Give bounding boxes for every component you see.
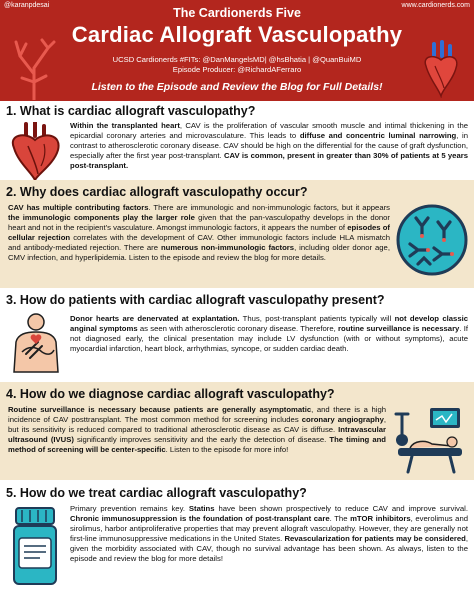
answer-4-segment: Intravascular ultrasound (IVUS): [8, 425, 386, 445]
heart-icon: [8, 122, 64, 182]
anatomical-heart-icon: [420, 40, 462, 98]
question-4: 4. How do we diagnose cardiac allograft vasculopathy?: [0, 385, 474, 402]
header-banner: [0, 0, 474, 101]
answer-3-segment: as seen with atherosclerotic coronary disease. Therefore,: [137, 324, 339, 334]
answer-3-segment: Thus, post-transplant patients typically will: [239, 314, 395, 323]
answer-2-segment: . There are immunologic and non-immunologic factors, but it appears: [148, 203, 390, 212]
answer-4: [8, 405, 386, 455]
answer-4-segment: Routine surveillance is necessary because patients are generally asymptomatic: [8, 405, 312, 414]
answer-1-segment: Within the transplanted heart: [70, 121, 180, 130]
answer-5-segment: mTOR inhibitors: [350, 514, 411, 524]
answer-2-segment: the immunologic components play the larger role: [8, 213, 195, 223]
answer-4-segment: , but its sensitivity is reduced compared to traditional atherosclerotic disease as CAV is diffuse.: [8, 415, 386, 435]
page-title: Cardiac Allograft Vasculopathy: [71, 22, 403, 47]
website-url: www.cardionerds.com: [401, 2, 470, 9]
call-to-action: Listen to the Episode and Review the Blog for Full Details!: [91, 81, 383, 93]
answer-1-segment: , in contrast to atherosclerotic coronary disease. CAV should be high on the differential for the cause of graft dysfunction, especially after the first year post-transplant.: [70, 131, 468, 161]
answer-4-segment: , and there is a high incidence of CAV posttransplant. The most common method for screening includes: [8, 405, 386, 425]
question-5: 5. How do we treat cardiac allograft vasculopathy?: [0, 483, 474, 502]
answer-5-segment: , given the morbidity associated with CAV, though no survival advantage has been shown. As always, listen to the episode and review the blog for more details!: [70, 534, 468, 564]
pill-bottle-icon: [10, 506, 60, 586]
answer-4-segment: . Listen to the episode for more info!: [165, 445, 289, 455]
answer-2-segment: correlates with the development of CAV. Other immunologic factors include HLA mismatch and antibody-mediated rejection. There are: [8, 233, 390, 253]
answer-3-segment: not develop classic anginal symptoms: [70, 314, 469, 334]
answer-1-segment: diffuse and concentric luminal narrowing: [299, 131, 457, 141]
twitter-handle: @karanpdesai: [4, 2, 50, 9]
antibody-icon: [396, 204, 468, 276]
credits: [0, 55, 474, 75]
answer-4-segment: The timing and method of screening will be center-specific: [8, 435, 386, 455]
answer-2-segment: CAV has multiple contributing factors: [8, 203, 149, 212]
answer-5-segment: Primary prevention remains key.: [70, 504, 189, 513]
answer-5-segment: have been shown prospectively to reduce CAV and improve survival.: [214, 504, 468, 513]
answer-1-segment: CAV is common, present in greater than 30% of patients at 5 years post-transplant.: [70, 151, 468, 171]
answer-2-segment: numerous non-immunologic factors: [160, 243, 295, 253]
answer-5-segment: . The: [329, 514, 351, 524]
answer-5-segment: Revascularization for patients may be considered: [284, 534, 466, 544]
answer-4-segment: significantly improves sensitivity and the early the detection of disease.: [73, 435, 330, 445]
answer-3: [70, 314, 468, 354]
credits-fits: UCSD Cardionerds #FITs: @DanMangelsMD| @hsBhatia | @QuanBuiMD: [112, 55, 362, 64]
cath-lab-icon: [392, 404, 468, 474]
question-1: 1. What is cardiac allograft vasculopathy?: [0, 101, 474, 120]
question-3: 3. How do patients with cardiac allograft vasculopathy present?: [0, 290, 474, 309]
question-2: 2. Why does cardiac allograft vasculopathy occur?: [0, 183, 474, 200]
answer-5-segment: , everolimus and sirolimus, harbor antiproliferative properties that may prevent allograft vasculopathy. However, they are generally not first-line immunosuppressive medications in the United States.: [70, 514, 468, 544]
answer-4-segment: coronary angiography: [301, 415, 384, 425]
answer-3-segment: . If not diagnosed early, the clinical presentation may include LV dysfunction (with or without symptoms), acute myocardial infarction, heart block, arrhythmias, syncope, or sudden cardiac death.: [70, 324, 469, 354]
answer-5-segment: Chronic immunosuppression is the foundation of post-transplant care: [70, 514, 330, 524]
answer-1: [70, 121, 468, 171]
chest-pain-icon: [8, 312, 64, 374]
answer-2-segment: episodes of cellular rejection: [8, 223, 390, 243]
answer-5-segment: Statins: [188, 504, 215, 513]
answer-2-segment: , including older donor age, CMV infection, and hyperlipidemia. Listen to the episode and review the blog for more details.: [8, 243, 390, 263]
vessel-tree-icon: [12, 38, 56, 100]
answer-2-segment: given that the pan-vasculopathy develops in the donor heart and not in the recipient's vasculature. Amongst immunologic factors, it appears the number of: [8, 213, 390, 233]
show-title: The Cardionerds Five: [173, 6, 301, 20]
answer-2: [8, 203, 390, 264]
answer-5: [70, 504, 468, 565]
answer-3-segment: Donor hearts are denervated at explantation.: [70, 314, 240, 323]
answer-1-segment: , CAV is the proliferation of vascular smooth muscle and intimal thickening in the epicardial coronary arteries and microvasculature. This leads to: [70, 121, 468, 141]
credits-producer: Episode Producer: @RichardAFerraro: [172, 65, 302, 74]
answer-3-segment: routine surveillance is necessary: [338, 324, 460, 334]
